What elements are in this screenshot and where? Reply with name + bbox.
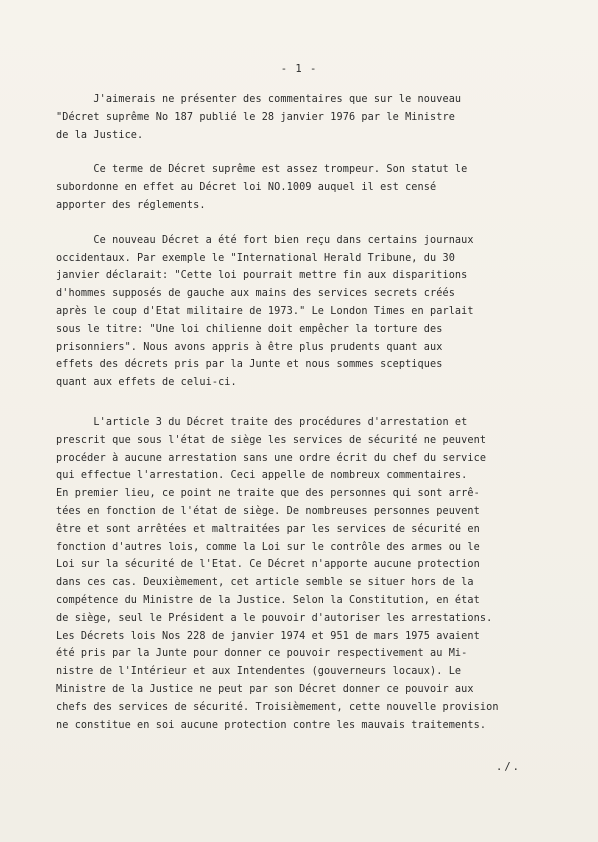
text-line: de siège, seul le Président a le pouvoir d'autoriser les arrestations. (56, 612, 493, 624)
paragraph-2 (56, 161, 558, 214)
text-line: Ce terme de Décret suprême est assez trompeur. Son statut le (56, 164, 468, 176)
text-line: tées en fonction de l'état de siège. De nombreuses personnes peuvent (56, 505, 480, 517)
text-line: Loi sur la sécurité de l'Etat. Ce Décret n'apporte aucune protection (56, 559, 480, 571)
paragraph-1 (56, 91, 558, 144)
text-line: d'hommes supposés de gauche aux mains des services secrets créés (56, 288, 455, 300)
text-line: procéder à aucune arrestation sans une ordre écrit du chef du service (56, 452, 487, 464)
text-line: subordonne en effet au Décret loi NO.1009 auquel il est censé (56, 182, 437, 194)
text-line: été pris par la Junte pour donner ce pouvoir respectivement au Mi- (56, 648, 468, 660)
text-line: Ministre de la Justice ne peut par son Décret donner ce pouvoir aux (56, 683, 474, 695)
text-line: prisonniers". Nous avons appris à être plus prudents quant aux (56, 341, 443, 353)
text-line: dans ces cas. Deuxièmement, cet article semble se situer hors de la (56, 577, 474, 589)
text-line: quant aux effets de celui-ci. (56, 377, 237, 389)
text-line: fonction d'autres lois, comme la Loi sur le contrôle des armes ou le (56, 541, 480, 553)
paragraph-4 (56, 414, 558, 734)
text-line: L'article 3 du Décret traite des procédures d'arrestation et (56, 416, 468, 428)
text-line: compétence du Ministre de la Justice. Selon la Constitution, en état (56, 594, 480, 606)
text-line: ne constitue en soi aucune protection contre les mauvais traitements. (56, 719, 487, 731)
text-line: Ce nouveau Décret a été fort bien reçu dans certains journaux (56, 234, 474, 246)
text-line: être et sont arrêtées et maltraitées par les services de sécurité en (56, 523, 480, 535)
text-line: qui effectue l'arrestation. Ceci appelle de nombreux commentaires. (56, 470, 468, 482)
text-line: chefs des services de sécurité. Troisièmement, cette nouvelle provision (56, 701, 499, 713)
text-line: après le coup d'Etat militaire de 1973." Le London Times en parlait (56, 305, 474, 317)
text-line: prescrit que sous l'état de siège les services de sécurité ne peuvent (56, 434, 487, 446)
text-line: effets des décrets pris par la Junte et nous sommes sceptiques (56, 359, 443, 371)
paragraph-3 (56, 232, 558, 392)
text-line: nistre de l'Intérieur et aux Intendentes (gouverneurs locaux). Le (56, 666, 462, 678)
text-line: de la Justice. (56, 129, 144, 141)
document-body (56, 91, 558, 751)
page-number: - 1 - (280, 63, 318, 75)
continuation-mark: ./. (496, 761, 521, 773)
text-line: occidentaux. Par exemple le "International Herald Tribune, du 30 (56, 252, 455, 264)
text-line: "Décret suprême No 187 publié le 28 janvier 1976 par le Ministre (56, 111, 455, 123)
text-line: janvier déclarait: "Cette loi pourrait mettre fin aux disparitions (56, 270, 468, 282)
text-line: Les Décrets lois Nos 228 de janvier 1974 et 951 de mars 1975 avaient (56, 630, 480, 642)
text-line: J'aimerais ne présenter des commentaires que sur le nouveau (56, 94, 462, 105)
text-line: En premier lieu, ce point ne traite que des personnes qui sont arrê- (56, 488, 480, 500)
text-line: apporter des réglements. (56, 199, 206, 211)
text-line: sous le titre: "Une loi chilienne doit empêcher la torture des (56, 323, 443, 335)
